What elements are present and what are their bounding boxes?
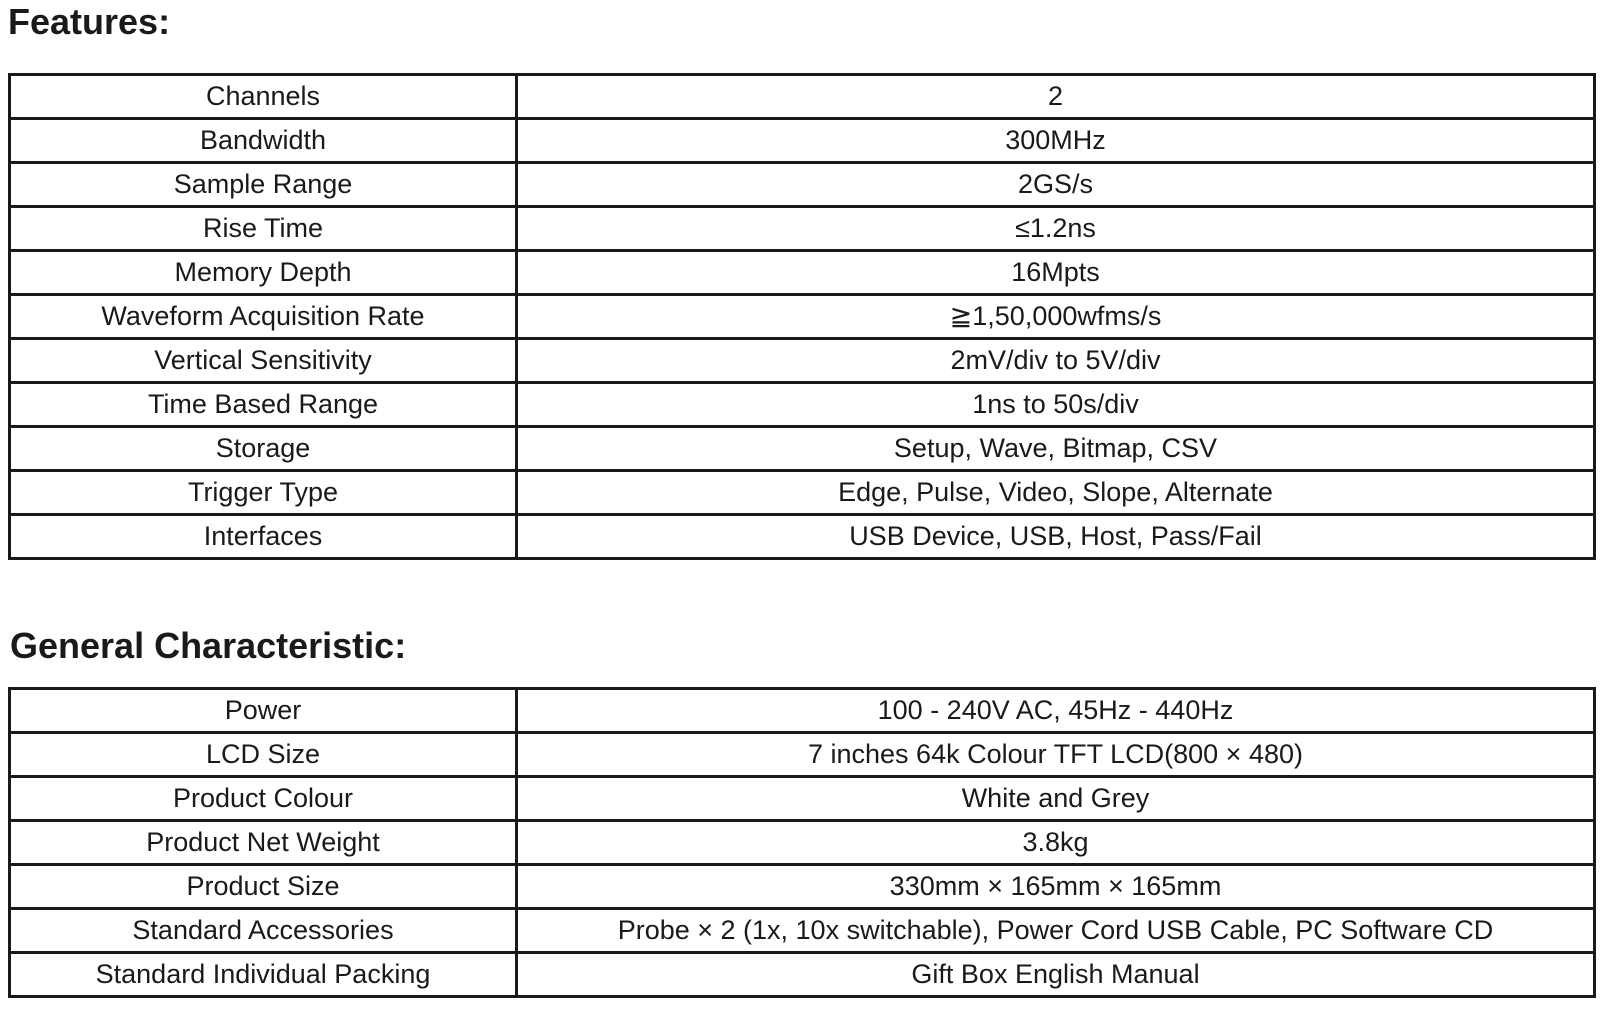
table-row (10, 207, 1595, 251)
spec-value: 1ns to 50s/div (517, 383, 1595, 427)
spec-value: ≧1,50,000wfms/s (517, 295, 1595, 339)
table-row (10, 75, 1595, 119)
spec-label: Vertical Sensitivity (10, 339, 517, 383)
spec-value: 300MHz (517, 119, 1595, 163)
spec-label: Standard Accessories (10, 909, 517, 953)
spec-value: 3.8kg (517, 821, 1595, 865)
table-row (10, 119, 1595, 163)
spec-value: Edge, Pulse, Video, Slope, Alternate (517, 471, 1595, 515)
spec-label: Channels (10, 75, 517, 119)
table-row (10, 865, 1595, 909)
spec-value: USB Device, USB, Host, Pass/Fail (517, 515, 1595, 559)
table-row (10, 515, 1595, 559)
table-row (10, 821, 1595, 865)
spec-label: LCD Size (10, 733, 517, 777)
spec-label: Power (10, 689, 517, 733)
spec-label: Standard Individual Packing (10, 953, 517, 997)
spec-value: White and Grey (517, 777, 1595, 821)
spec-label: Interfaces (10, 515, 517, 559)
table-row (10, 689, 1595, 733)
table-row (10, 295, 1595, 339)
spec-label: Rise Time (10, 207, 517, 251)
spec-value: 100 - 240V AC, 45Hz - 440Hz (517, 689, 1595, 733)
table-row (10, 471, 1595, 515)
table-row (10, 733, 1595, 777)
general-characteristic-table (8, 687, 1596, 998)
table-row (10, 777, 1595, 821)
table-row (10, 909, 1595, 953)
spec-label: Product Colour (10, 777, 517, 821)
spec-label: Time Based Range (10, 383, 517, 427)
spec-value: 330mm × 165mm × 165mm (517, 865, 1595, 909)
general-characteristic-heading: General Characteristic: (10, 625, 407, 666)
spec-label: Trigger Type (10, 471, 517, 515)
features-table (8, 73, 1596, 560)
spec-label: Bandwidth (10, 119, 517, 163)
spec-label: Product Net Weight (10, 821, 517, 865)
spec-value: 2 (517, 75, 1595, 119)
spec-label: Memory Depth (10, 251, 517, 295)
spec-value: 16Mpts (517, 251, 1595, 295)
spec-value: 2mV/div to 5V/div (517, 339, 1595, 383)
table-row (10, 953, 1595, 997)
table-row (10, 339, 1595, 383)
table-row (10, 383, 1595, 427)
spec-label: Product Size (10, 865, 517, 909)
table-row (10, 251, 1595, 295)
spec-value: Gift Box English Manual (517, 953, 1595, 997)
table-row (10, 163, 1595, 207)
spec-value: 2GS/s (517, 163, 1595, 207)
features-heading: Features: (8, 1, 171, 42)
spec-value: Probe × 2 (1x, 10x switchable), Power Cord USB Cable, PC Software CD (517, 909, 1595, 953)
spec-label: Storage (10, 427, 517, 471)
spec-label: Sample Range (10, 163, 517, 207)
spec-label: Waveform Acquisition Rate (10, 295, 517, 339)
spec-value: ≤1.2ns (517, 207, 1595, 251)
table-row (10, 427, 1595, 471)
spec-value: 7 inches 64k Colour TFT LCD(800 × 480) (517, 733, 1595, 777)
spec-value: Setup, Wave, Bitmap, CSV (517, 427, 1595, 471)
